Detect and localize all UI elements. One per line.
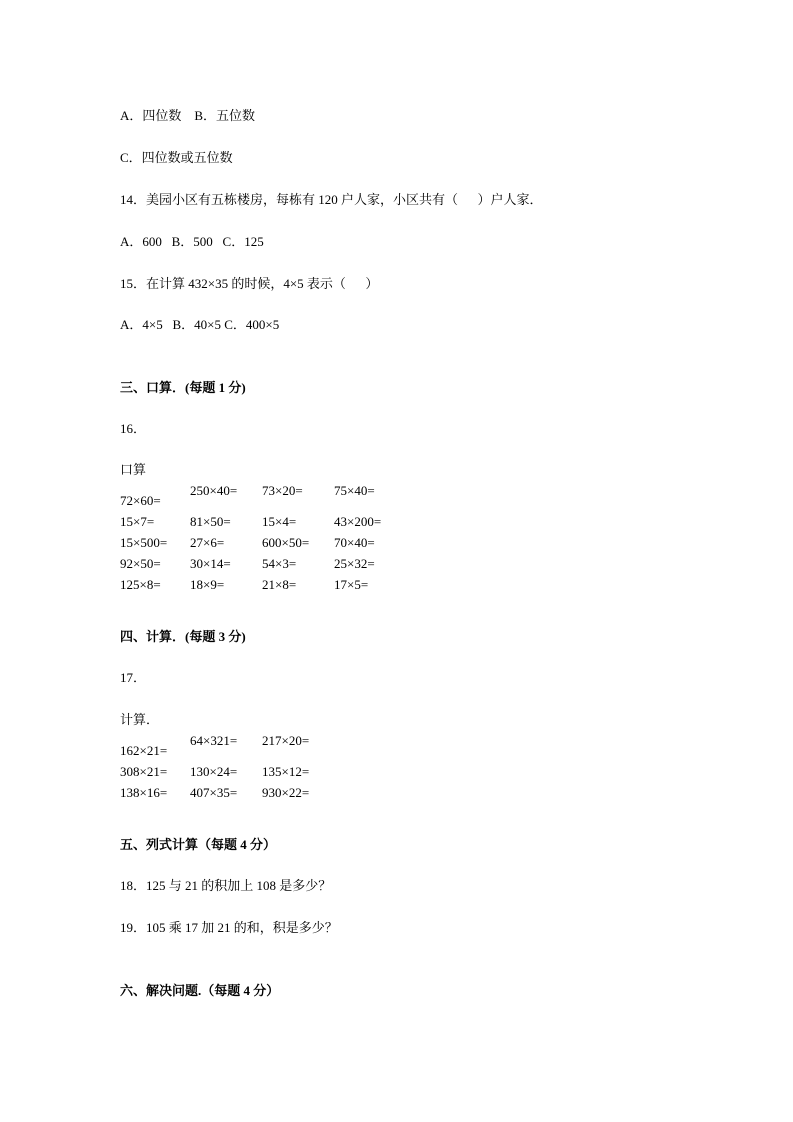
math-cell: 25×32= [334,556,375,571]
text-line: C．四位数或五位数 [120,150,233,165]
question-16-number: 16． [120,421,147,436]
math-cell: 15×4= [262,514,297,529]
text-line: A．600 B．500 C．125 [120,234,264,249]
math-cell: 92×50= [120,556,161,571]
math-cell: 138×16= [120,785,168,800]
math-cell: 15×7= [120,514,155,529]
math-cell: 30×14= [190,556,231,571]
math-cell: 250×40= [190,483,238,498]
math-cell: 64×321= [190,733,238,748]
question-19: 19．105 乘 17 加 21 的和，积是多少？ [120,920,338,935]
math-cell: 15×500= [120,535,168,550]
text-line: 15．在计算 432×35 的时候，4×5 表示（ ） [120,276,379,291]
math-cell: 43×200= [334,514,382,529]
math-cell: 18×9= [190,577,225,592]
math-cell: 308×21= [120,764,168,779]
section-3-heading: 三、口算．(每题 1 分) [120,380,246,395]
question-17-number: 17． [120,670,147,685]
math-cell: 72×60= [120,493,161,508]
math-cell: 930×22= [262,785,310,800]
math-cell: 75×40= [334,483,375,498]
math-cell: 70×40= [334,535,375,550]
math-cell: 600×50= [262,535,310,550]
math-cell: 21×8= [262,577,297,592]
math-cell: 162×21= [120,743,168,758]
text-line: A．4×5 B．40×5 C．400×5 [120,317,280,332]
math-cell: 217×20= [262,733,310,748]
question-18: 18．125 与 21 的积加上 108 是多少？ [120,878,332,893]
math-cell: 73×20= [262,483,303,498]
math-cell: 27×6= [190,535,225,550]
text-line: A．四位数 B．五位数 [120,108,256,123]
math-cell: 407×35= [190,785,238,800]
calc-label: 计算． [120,712,160,727]
text-line: 14．美园小区有五栋楼房，每栋有 120 户人家，小区共有（ ）户人家． [120,192,543,207]
math-cell: 54×3= [262,556,297,571]
section-6-heading: 六、解决问题.（每题 4 分） [120,983,280,998]
math-cell: 17×5= [334,577,369,592]
math-cell: 125×8= [120,577,161,592]
math-cell: 135×12= [262,764,310,779]
section-5-heading: 五、列式计算（每题 4 分） [120,837,277,852]
math-cell: 81×50= [190,514,231,529]
mental-math-label: 口算 [120,462,147,477]
section-4-heading: 四、计算．(每题 3 分) [120,629,246,644]
math-cell: 130×24= [190,764,238,779]
